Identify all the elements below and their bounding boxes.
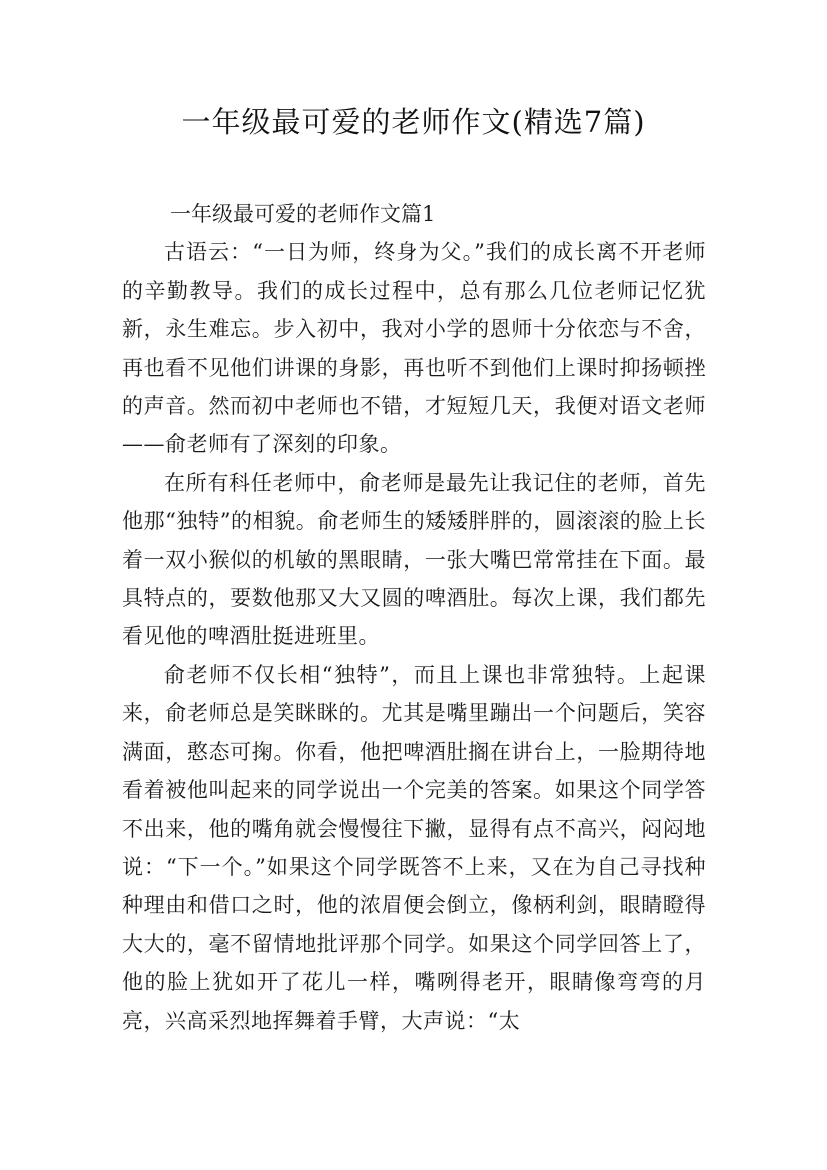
section-heading: 一年级最可爱的老师作文篇1 (170, 202, 436, 226)
document-title: 一年级最可爱的老师作文(精选7篇) (181, 105, 646, 139)
paragraph-3: 俞老师不仅长相“独特”，而且上课也非常独特。上起课来，俞老师总是笑眯眯的。尤其是嘴里蹦出一个问题后，笑容满面，憨态可掬。你看，他把啤酒肚搁在讲台上，一脸期待地看着被他叫起来的同学说出一个完美的答案。如果这个同学答不出来，他的嘴角就会慢慢往下撇，显得有点不高兴，闷闷地说：“下一个。”如果这个同学既答不上来，又在为自己寻找种种理由和借口之时，他的浓眉便会倒立，像柄利剑，眼睛瞪得大大的，毫不留情地批评那个同学。如果这个同学回答上了，他的脸上犹如开了花儿一样，嘴咧得老开，眼睛像弯弯的月亮，兴高采烈地挥舞着手臂，大声说：“太 (122, 662, 706, 1033)
paragraph-2: 在所有科任老师中，俞老师是最先让我记住的老师，首先他那“独特”的相貌。俞老师生的矮矮胖胖的，圆滚滚的脸上长着一双小猴似的机敏的黑眼睛，一张大嘴巴常常挂在下面。最具特点的，要数他那又大又圆的啤酒肚。每次上课，我们都先看见他的啤酒肚挺进班里。 (122, 470, 706, 649)
paragraph-1: 古语云：“一日为师，终身为父。”我们的成长离不开老师的辛勤教导。我们的成长过程中，总有那么几位老师记忆犹新，永生难忘。步入初中，我对小学的恩师十分依恋与不舍，再也看不见他们讲课的身影，再也听不到他们上课时抑扬顿挫的声音。然而初中老师也不错，才短短几天，我便对语文老师——俞老师有了深刻的印象。 (122, 240, 706, 457)
document-body (122, 195, 706, 1040)
